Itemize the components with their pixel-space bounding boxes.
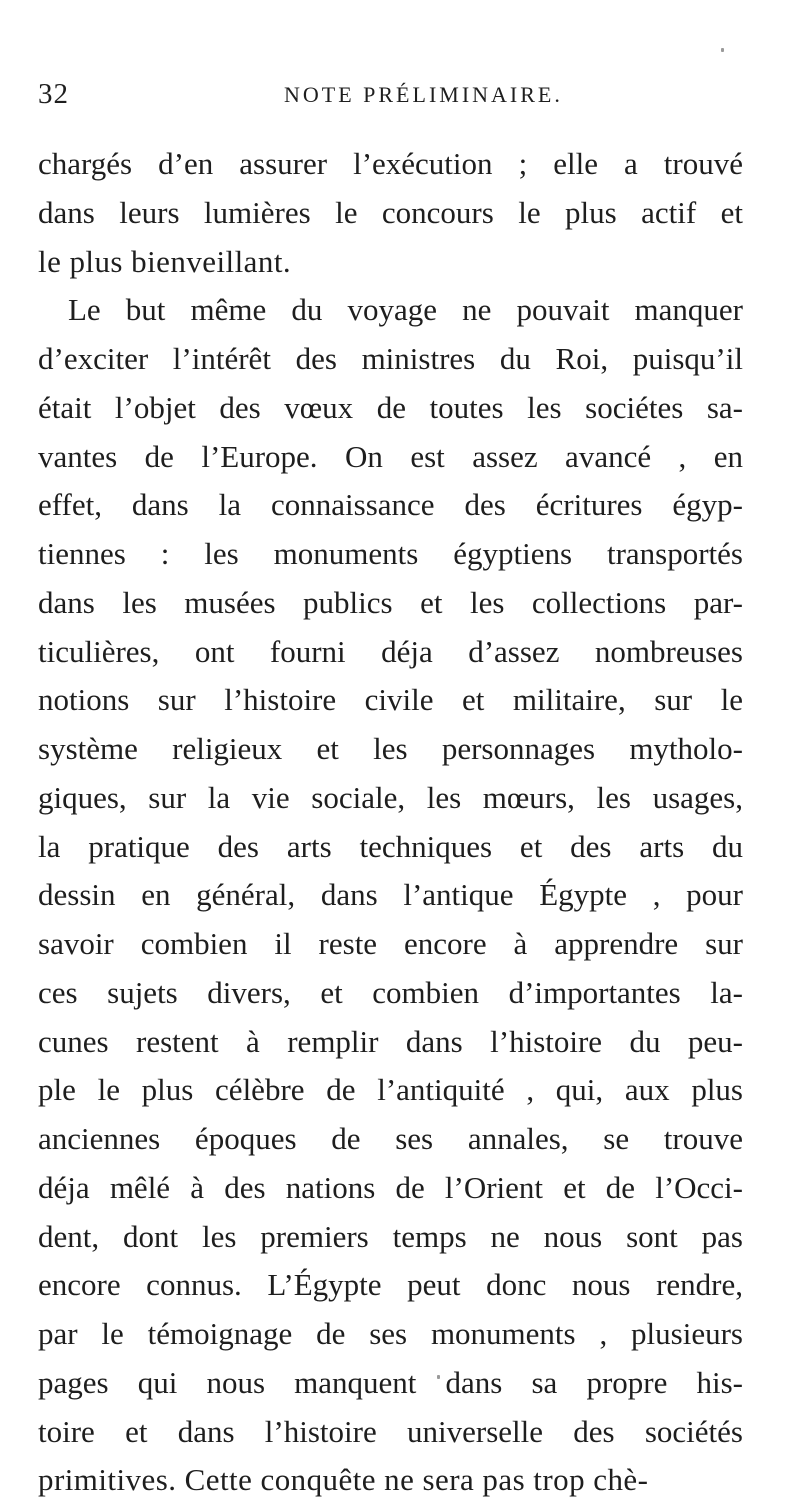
text-line: cunes restent à remplir dans l’histoire du peu-	[38, 1023, 743, 1059]
text-line: ces sujets divers, et combien d’importantes la-	[38, 974, 743, 1010]
print-speck	[721, 48, 724, 52]
text-line: système religieux et les personnages mytholo-	[38, 731, 743, 766]
page-header	[38, 78, 741, 114]
text-line: le plus bienveillant.	[38, 243, 292, 279]
text-line: par le témoignage de ses monuments , plusieurs	[38, 1316, 743, 1351]
text-line: pages qui nous manquent dans sa propre his-	[38, 1364, 743, 1400]
text-line: était l’objet des vœux de toutes les sociétes sa-	[38, 389, 743, 425]
text-line: vantes de l’Europe. On est assez avancé , en	[38, 438, 743, 474]
text-line: tiennes : les monuments égyptiens transportés	[38, 536, 743, 571]
text-line: ticulières, ont fourni déja d’assez nombreuses	[38, 633, 743, 669]
text-line: dans leurs lumières le concours le plus actif et	[38, 194, 743, 230]
body-text	[38, 140, 743, 1505]
text-line: Le but même du voyage ne pouvait manquer	[68, 292, 743, 328]
text-line: anciennes époques de ses annales, se trouve	[38, 1121, 743, 1156]
text-line: savoir combien il reste encore à apprendre sur	[38, 926, 743, 961]
text-line: dent, dont les premiers temps ne nous sont pas	[38, 1218, 743, 1254]
text-line: encore connus. L’Égypte peut donc nous rendre,	[38, 1267, 743, 1303]
running-head: NOTE PRÉLIMINAIRE.	[284, 82, 563, 107]
text-line: chargés d’en assurer l’exécution ; elle a trouvé	[38, 146, 743, 181]
text-line: notions sur l’histoire civile et militaire, sur le	[38, 682, 743, 718]
text-line: effet, dans la connaissance des écritures égyp-	[38, 487, 743, 523]
page-number: 32	[38, 78, 69, 110]
text-line: ple le plus célèbre de l’antiquité , qui, aux plus	[38, 1072, 743, 1108]
text-line: dans les musées publics et les collections par-	[38, 584, 743, 620]
text-line: giques, sur la vie sociale, les mœurs, les usages,	[38, 779, 743, 815]
text-line: dessin en général, dans l’antique Égypte , pour	[38, 877, 743, 913]
text-line: toire et dans l’histoire universelle des sociétés	[38, 1413, 743, 1449]
text-line: d’exciter l’intérêt des ministres du Roi, puisqu’il	[38, 341, 743, 376]
text-line: la pratique des arts techniques et des arts du	[38, 828, 743, 864]
text-line: déja mêlé à des nations de l’Orient et de l’Occi-	[38, 1169, 743, 1205]
text-line: primitives. Cette conquête ne sera pas trop chè-	[38, 1462, 649, 1498]
